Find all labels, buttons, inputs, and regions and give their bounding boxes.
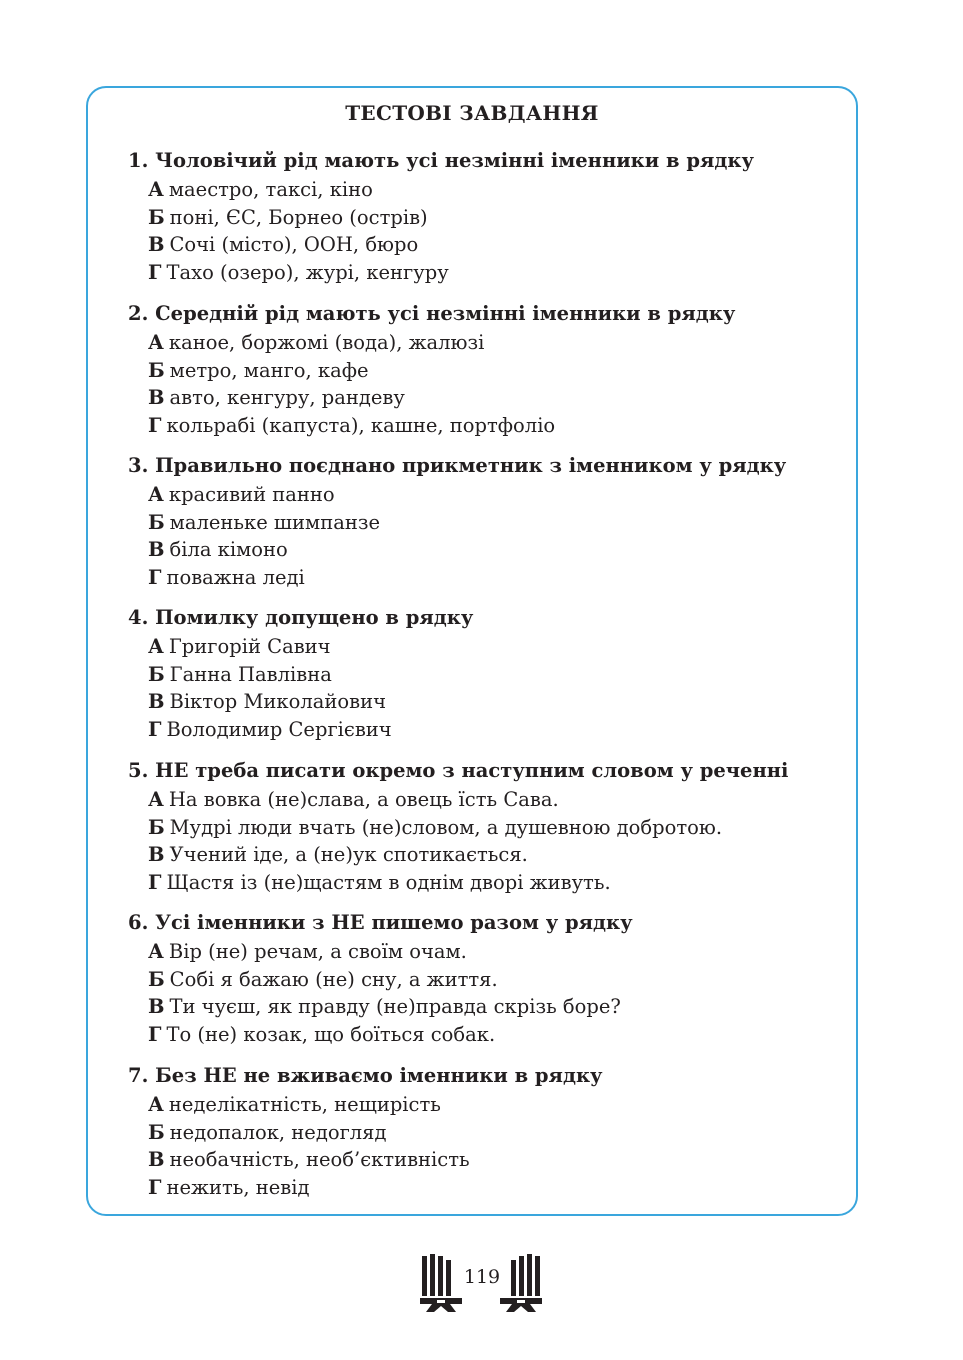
option-text: Сочі (місто), ООН, бюро: [169, 233, 419, 257]
option-letter: А: [148, 635, 164, 658]
question-text: 2. Середній рід мають усі незмінні іменники в рядку: [128, 302, 736, 325]
option-text: Григорій Савич: [168, 635, 331, 658]
option-c: [148, 841, 848, 869]
option-text: поні, ЄС, Борнео (острів): [169, 205, 428, 229]
option-letter: Г: [148, 1023, 162, 1047]
option-text: метро, манго, кафе: [169, 358, 369, 382]
option-letter: В: [148, 843, 165, 867]
option-c: [148, 688, 848, 716]
option-d: [148, 1021, 848, 1049]
question-6: [128, 908, 848, 1049]
option-text: кольрабі (капуста), кашне, портфоліо: [166, 414, 556, 438]
option-d: [148, 412, 848, 440]
option-text: Володимир Сергієвич: [166, 718, 392, 742]
option-text: авто, кенгуру, рандеву: [169, 386, 405, 410]
option-text: нежить, невід: [166, 1176, 310, 1200]
option-letter: Г: [148, 1176, 162, 1200]
option-letter: А: [148, 788, 164, 811]
option-letter: Г: [148, 718, 162, 742]
option-letter: Б: [148, 815, 165, 839]
option-a: [148, 633, 848, 661]
option-d: [148, 1174, 848, 1202]
option-letter: Б: [148, 205, 165, 229]
option-letter: Г: [148, 566, 162, 590]
option-letter: В: [148, 233, 165, 257]
option-text: Щастя із (не)щастям в однім дворі живуть.: [166, 871, 611, 895]
option-letter: Б: [148, 1120, 165, 1144]
option-d: [148, 259, 848, 287]
option-a: [148, 938, 848, 966]
option-letter: Б: [148, 967, 165, 991]
option-letter: А: [148, 178, 164, 201]
option-text: каное, боржомі (вода), жалюзі: [168, 331, 485, 354]
option-letter: А: [148, 940, 164, 963]
option-d: [148, 564, 848, 592]
option-letter: В: [148, 386, 165, 410]
option-letter: Г: [148, 871, 162, 895]
option-letter: Г: [148, 414, 162, 438]
question-3: [128, 451, 848, 592]
folk-ornament-icon: [420, 1254, 462, 1316]
option-letter: В: [148, 538, 165, 562]
option-text: То (не) козак, що боїться собак.: [166, 1023, 496, 1047]
option-a: [148, 329, 848, 357]
question-text: 1. Чоловічий рід мають усі незмінні іменники в рядку: [128, 149, 754, 172]
option-a: [148, 176, 848, 204]
question-text: 4. Помилку допущено в рядку: [128, 606, 474, 629]
option-letter: В: [148, 690, 165, 714]
option-c: [148, 384, 848, 412]
question-text: 3. Правильно поєднано прикметник з іменником у рядку: [128, 454, 787, 477]
question-4: [128, 603, 848, 744]
question-2: [128, 299, 848, 440]
option-text: недопалок, недогляд: [169, 1120, 387, 1144]
option-d: [148, 869, 848, 897]
question-text: 5. НЕ треба писати окремо з наступним словом у реченні: [128, 759, 789, 782]
option-text: Учений іде, а (не)ук спотикається.: [169, 843, 528, 867]
option-b: [148, 966, 848, 994]
page-footer: [0, 1248, 963, 1320]
section-title: ТЕСТОВІ ЗАВДАННЯ: [345, 101, 599, 125]
option-text: Мудрі люди вчать (не)словом, а душевною добротою.: [169, 815, 723, 839]
option-letter: Г: [148, 261, 162, 285]
option-b: [148, 509, 848, 537]
option-text: Ганна Павлівна: [169, 662, 332, 686]
option-text: поважна леді: [166, 566, 305, 590]
option-a: [148, 1091, 848, 1119]
option-b: [148, 814, 848, 842]
option-c: [148, 993, 848, 1021]
page-number: 119: [463, 1266, 501, 1288]
question-text: 7. Без НЕ не вживаємо іменники в рядку: [128, 1064, 603, 1087]
option-text: Тахо (озеро), журі, кенгуру: [166, 261, 449, 285]
option-text: необачність, необ’єктивність: [169, 1148, 470, 1172]
option-letter: А: [148, 331, 164, 354]
option-letter: Б: [148, 662, 165, 686]
folk-ornament-icon: [500, 1254, 542, 1316]
option-text: Віктор Миколайович: [169, 690, 386, 714]
option-letter: Б: [148, 358, 165, 382]
option-text: На вовка (не)слава, а овець їсть Сава.: [168, 788, 559, 811]
option-text: красивий панно: [168, 483, 335, 506]
option-text: біла кімоно: [169, 538, 288, 562]
question-text: 6. Усі іменники з НЕ пишемо разом у рядку: [128, 911, 633, 934]
option-letter: Б: [148, 510, 165, 534]
option-c: [148, 231, 848, 259]
option-a: [148, 481, 848, 509]
option-d: [148, 716, 848, 744]
option-text: Собі я бажаю (не) сну, а життя.: [169, 967, 498, 991]
option-text: неделікатність, нещирість: [168, 1093, 441, 1116]
option-b: [148, 204, 848, 232]
option-c: [148, 536, 848, 564]
option-letter: А: [148, 483, 164, 506]
option-text: маестро, таксі, кіно: [168, 178, 373, 201]
option-b: [148, 661, 848, 689]
option-c: [148, 1146, 848, 1174]
option-text: Ти чуєш, як правду (не)правда скрізь боре?: [169, 995, 621, 1019]
option-letter: А: [148, 1093, 164, 1116]
question-5: [128, 756, 848, 897]
option-a: [148, 786, 848, 814]
option-text: маленьке шимпанзе: [169, 510, 381, 534]
question-7: [128, 1061, 848, 1202]
option-text: Вір (не) речам, а своїм очам.: [168, 940, 467, 963]
option-b: [148, 357, 848, 385]
question-1: [128, 146, 848, 287]
option-letter: В: [148, 1148, 165, 1172]
option-b: [148, 1119, 848, 1147]
option-letter: В: [148, 995, 165, 1019]
